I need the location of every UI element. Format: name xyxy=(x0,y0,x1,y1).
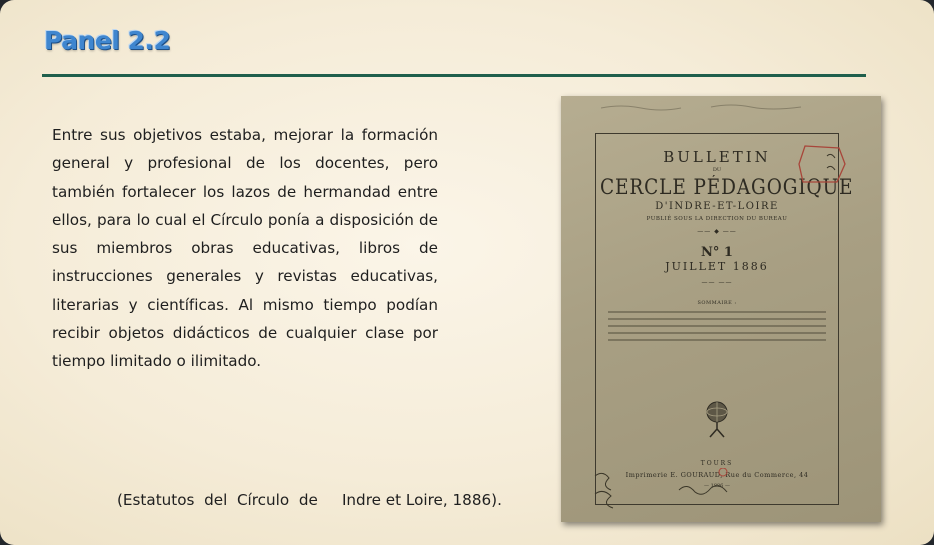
cover-year: — 1886 — xyxy=(704,483,730,489)
pencil-marks xyxy=(601,102,801,112)
cover-printer: Imprimerie E. GOURAUD, Rue du Commerce, 44 xyxy=(625,471,809,479)
ornament-divider-2: —— —— xyxy=(701,279,733,286)
cover-city: TOURS xyxy=(700,460,734,467)
cover-frame xyxy=(595,133,854,505)
cover-indre: D'INDRE-ET-LOIRE xyxy=(655,201,779,212)
ornament-divider: —— ◆ —— xyxy=(697,228,737,235)
cover-number: N° 1 xyxy=(701,245,733,260)
cover-publie: PUBLIÉ SOUS LA DIRECTION DU BUREAU xyxy=(646,216,788,222)
cover-date: JUILLET 1886 xyxy=(665,260,769,273)
cover-cercle-title: CERCLE PÉDAGOGIQUE xyxy=(599,175,854,199)
library-stamp-icon xyxy=(797,144,847,186)
cover-bulletin-title: BULLETIN xyxy=(663,148,771,166)
title-divider xyxy=(42,74,866,77)
citation: (Estatutos del Círculo de Indre et Loire, 1886). xyxy=(117,491,502,509)
contents-text-lines xyxy=(604,311,830,341)
handwritten-annotation xyxy=(591,468,741,516)
bulletin-cover-image xyxy=(561,96,881,522)
panel-body-text: Entre sus objetivos estaba, mejorar la formación general y profesional de los docentes, pero también fortalecer los lazos de hermandad entre ellos, para lo cual el Círculo ponía a disposición de sus miembros obras educativas, libros de instrucciones generales y revistas educativas, literarias y científicas. Al mismo tiempo podían recibir objetos didácticos de cualquier clase por tiempo limitado o ilimitado. xyxy=(52,126,438,371)
panel-title: Panel 2.2 xyxy=(44,26,171,55)
cover-sommaire: SOMMAIRE : xyxy=(697,300,737,306)
globe-icon xyxy=(704,399,730,439)
cover-du: DU xyxy=(712,167,722,173)
